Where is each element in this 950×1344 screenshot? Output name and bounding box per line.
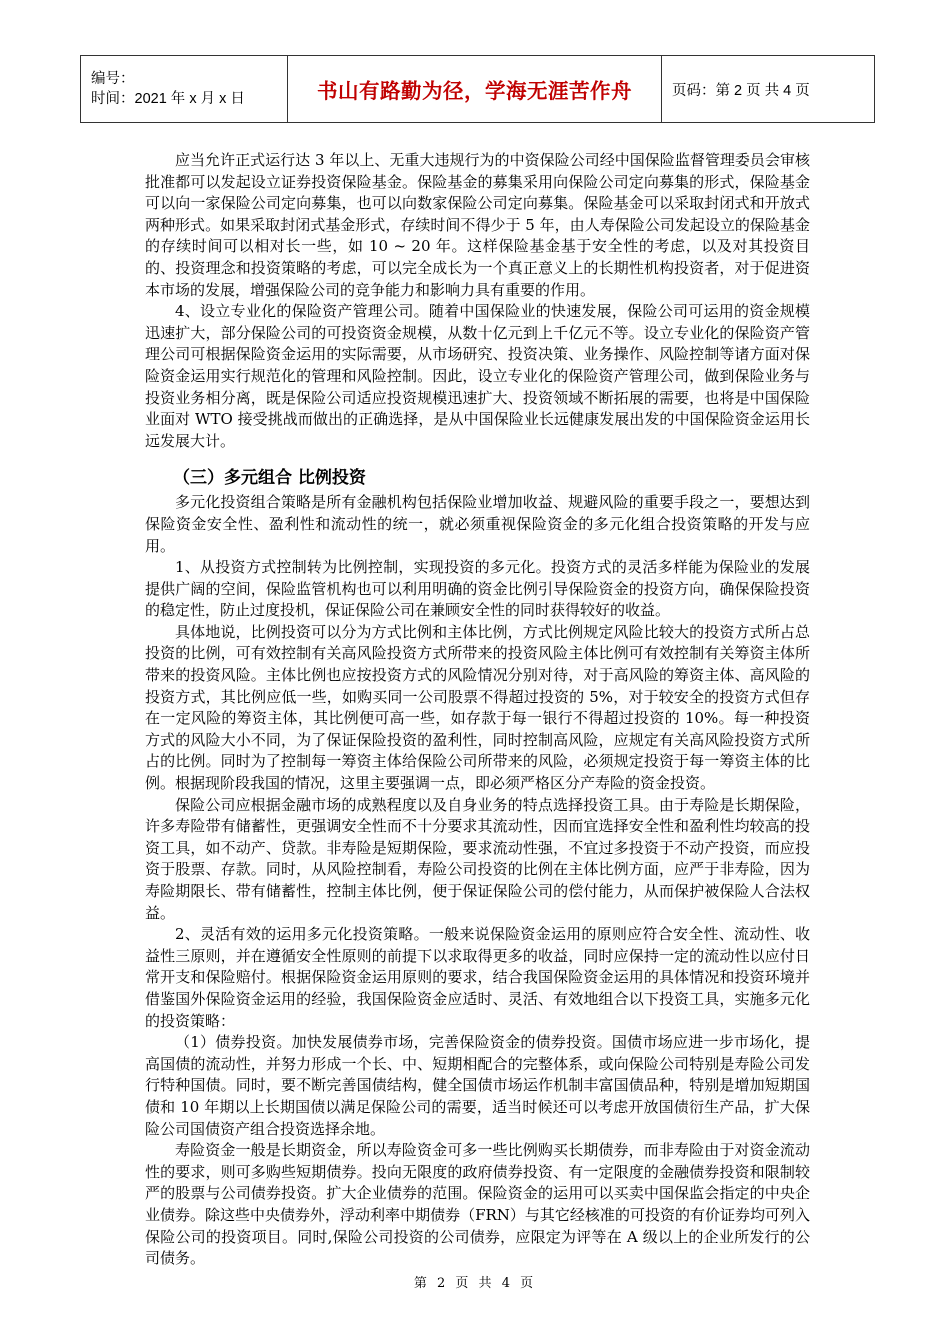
body-paragraph: 寿险资金一般是长期资金，所以寿险资金可多一些比例购买长期债券，而非寿险由于对资金流动性的要求，则可多购些短期债券。投向无限度的政府债券投资、有一定限度的金融债券投资和限制较严的股票与公司债券投资。扩大企业债券的范围。保险资金的运用可以买卖中国保监会指定的中央企业债券。除这些中央债券外，浮动利率中期债券（FRN）与其它经核准的可投资的有价证券均可列入保险公司的投资项目。同时,保险公司投资的公司债券，应限定为评等在 A 级以上的企业所发行的公司债务。	[145, 1141, 810, 1268]
document-body	[145, 150, 810, 1270]
body-paragraph: （1）债券投资。加快发展债券市场，完善保险资金的债券投资。国债市场应进一步市场化，提高国债的流动性，并努力形成一个长、中、短期相配合的完整体系，或向保险公司特别是寿险公司发行特种国债。同时，要不断完善国债结构，健全国债市场运作机制丰富国债品种，特别是增加短期国债和 10 年期以上长期国债以满足保险公司的需要，适当时候还可以考虑开放国债衍生产品，扩大保险公司国债资产组合投资选择余地。	[145, 1033, 810, 1138]
page-footer: 第 2 页 共 4 页	[413, 1276, 537, 1291]
section-heading: （三）多元组合 比例投资	[173, 468, 366, 489]
header-page-info: 页码：第 2 页 共 4 页	[662, 56, 875, 123]
body-paragraph: 应当允许正式运行达 3 年以上、无重大违规行为的中资保险公司经中国保险监督管理委员会审核批准都可以发起设立证券投资保险基金。保险基金的募集采用向保险公司定向募集的形式，保险基金可以向一家保险公司定向募集，也可以向数家保险公司定向募集。保险基金可以采取封闭式和开放式两种形式。如果采取封闭式基金形式，存续时间不得少于 5 年，由人寿保险公司发起设立的保险基金的存续时间可以相对长一些，如 10 ~ 20 年。这样保险基金基于安全性的考虑，以及对其投资目的、投资理念和投资策略的考虑，可以完全成长为一个真正意义上的长期性机构投资者，对于促进资本市场的发展，增强保险公司的竞争能力和影响力具有重要的作用。	[145, 151, 810, 299]
body-paragraph: 多元化投资组合策略是所有金融机构包括保险业增加收益、规避风险的重要手段之一，要想达到保险资金安全性、盈利性和流动性的统一，就必须重视保险资金的多元化组合投资策略的开发与应用。	[145, 493, 810, 555]
document-number-label: 编号：	[91, 71, 135, 87]
header-meta	[81, 56, 288, 123]
body-paragraph: 1、从投资方式控制转为比例控制，实现投资的多元化。投资方式的灵活多样能为保险业的发展提供广阔的空间，保险监管机构也可以利用明确的资金比例引导保险资金的投资方向，确保保险投资的稳定性，防止过度投机，保证保险公司在兼顾安全性的同时获得较好的收益。	[145, 558, 810, 620]
page-header	[80, 55, 875, 123]
body-paragraph: 4、设立专业化的保险资产管理公司。随着中国保险业的快速发展，保险公司可运用的资金规模迅速扩大，部分保险公司的可投资资金规模，从数十亿元到上千亿元不等。设立专业化的保险资产管理公司可根据保险资金运用的实际需要，从市场研究、投资决策、业务操作、风险控制等诸方面对保险资金运用实行规范化的管理和风险控制。因此，设立专业化的保险资产管理公司，做到保险业务与投资业务相分离，既是保险公司适应投资规模迅速扩大、投资领域不断拓展的需要，也将是中国保险业面对 WTO 接受挑战而做出的正确选择，是从中国保险业长远健康发展出发的中国保险资金运用长远发展大计。	[145, 302, 810, 450]
header-motto: 书山有路勤为径，学海无涯苦作舟	[288, 56, 662, 123]
body-paragraph: 保险公司应根据金融市场的成熟程度以及自身业务的特点选择投资工具。由于寿险是长期保险，许多寿险带有储蓄性，更强调安全性而不十分要求其流动性，因而宜选择安全性和盈利性均较高的投资工具，如不动产、贷款。非寿险是短期保险，要求流动性强，不宜过多投资于不动产投资，而应投资于股票、存款。同时，从风险控制看，寿险公司投资的比例在主体比例方面，应严于非寿险，因为寿险期限长、带有储蓄性，控制主体比例，便于保证保险公司的偿付能力，从而保护被保险人合法权益。	[145, 795, 810, 922]
document-date: 时间：2021 年 x 月 x 日	[91, 91, 245, 107]
body-paragraph: 具体地说，比例投资可以分为方式比例和主体比例，方式比例规定风险比较大的投资方式所占总投资的比例，可有效控制有关高风险投资方式所带来的投资风险主体比例可有效控制有关筹资主体所带来的投资风险。主体比例也应按投资方式的风险情况分别对待，对于高风险的筹资主体、高风险的投资方式，其比例应低一些，如购买同一公司股票不得超过投资的 5%，对于较安全的投资方式但存在一定风险的筹资主体，其比例便可高一些，如存款于每一银行不得超过投资的 10%。每一种投资方式的风险大小不同，为了保证保险投资的盈利性，同时控制高风险，应规定有关高风险投资方式所占的比例。同时为了控制每一筹资主体给保险公司所带来的风险，必须规定投资于每一筹资主体的比例。根据现阶段我国的情况，这里主要强调一点，即必须严格区分产寿险的资金投资。	[145, 622, 810, 793]
body-paragraph: 2、灵活有效的运用多元化投资策略。一般来说保险资金运用的原则应符合安全性、流动性、收益性三原则，并在遵循安全性原则的前提下以求取得更多的收益，同时应保持一定的流动性以应付日常开支和保险赔付。根据保险资金运用原则的要求，结合我国保险资金运用的具体情况和投资环境并借鉴国外保险资金运用的经验，我国保险资金应适时、灵活、有效地组合以下投资工具，实施多元化的投资策略：	[145, 925, 810, 1030]
